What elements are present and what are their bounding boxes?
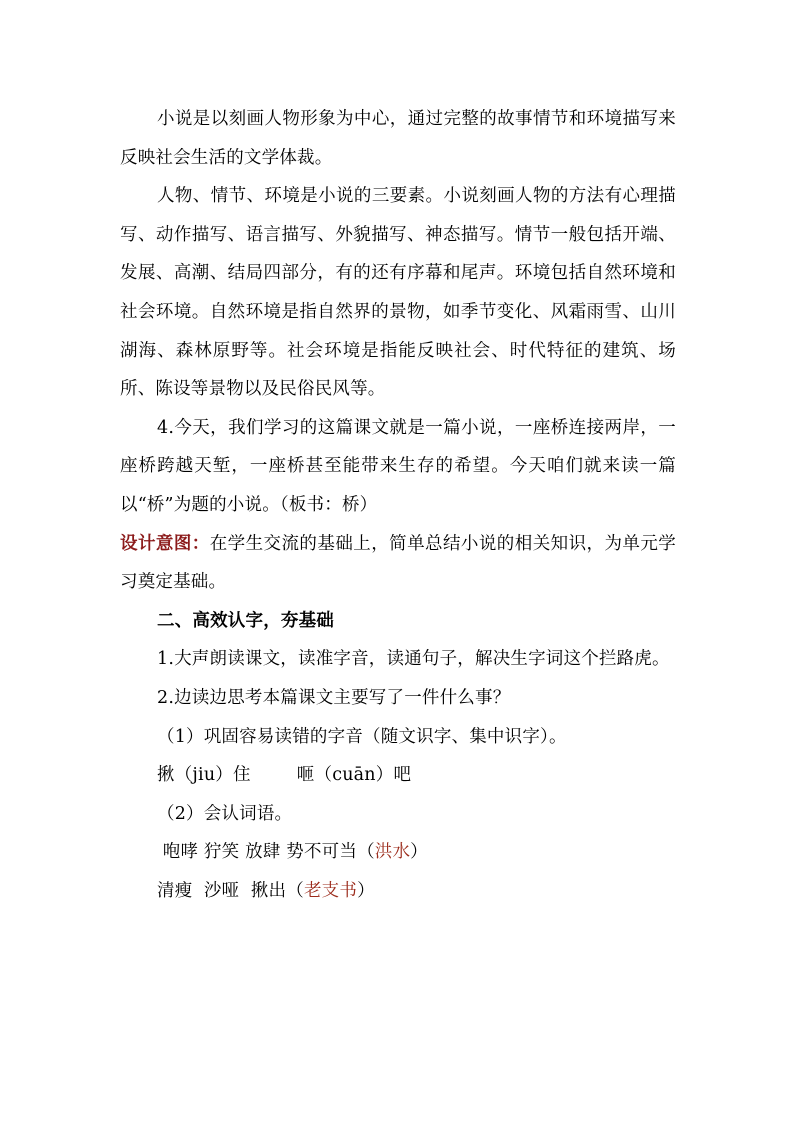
- sub-item-1: （1）巩固容易读错的字音（随文识字、集中识字）。: [157, 726, 567, 747]
- vocab-row-flood-open: （: [357, 842, 375, 863]
- vocab-row-secretary-tag: 老支书: [303, 880, 358, 901]
- sub-item-2: （2）会认词语。: [157, 803, 293, 824]
- vocab-row-secretary: [120, 872, 676, 911]
- paragraph-design-intent: [120, 525, 676, 602]
- document-body: [120, 100, 676, 910]
- paragraph-intro-bridge: 4.今天，我们学习的这篇课文就是一篇小说，一座桥连接两岸，一座桥跨越天堑，一座桥甚至能带来生存的希望。今天咱们就来读一篇以“桥”为题的小说。（板书：桥）: [120, 417, 676, 515]
- section-heading-2: 二、高效认字，夯基础: [157, 610, 334, 631]
- step-2: 2.边读边思考本篇课文主要写了一件什么事？: [157, 687, 511, 708]
- vocab-row-secretary-open: （: [286, 880, 304, 901]
- vocab-row-secretary-words: 清瘦 沙哑 揪出: [157, 880, 287, 901]
- paragraph-novel-definition: 小说是以刻画人物形象为中心，通过完整的故事情节和环境描写来反映社会生活的文学体裁。: [120, 109, 676, 168]
- vocab-row-flood-words: 咆哮 狞笑 放肆 势不可当: [157, 842, 358, 863]
- paragraph-three-elements: 人物、情节、环境是小说的三要素。小说刻画人物的方法有心理描写、动作描写、语言描写、外貌描写、神态描写。情节一般包括开端、发展、高潮、结局四部分，有的还有序幕和尾声。环境包括自然环境和社会环境。自然环境是指自然界的景物，如季节变化、风霜雨雪、山川湖海、森林原野等。社会环境是指能反映社会、时代特征的建筑、场所、陈设等景物以及民俗民风等。: [120, 186, 676, 400]
- step-1: 1.大声朗读课文，读准字音，读通句子，解决生字词这个拦路虎。: [157, 649, 670, 670]
- vocab-row-flood-close: ）: [410, 842, 428, 863]
- pinyin-row: 揪（jiu）住 咂（cuān）吧: [157, 765, 412, 786]
- design-intent-label: 设计意图：: [120, 533, 210, 554]
- vocab-row-flood-tag: 洪水: [374, 842, 411, 863]
- design-intent-text: 在学生交流的基础上，简单总结小说的相关知识，为单元学习奠定基础。: [120, 533, 676, 593]
- vocab-row-secretary-close: ）: [357, 880, 375, 901]
- vocab-row-flood: [120, 833, 676, 872]
